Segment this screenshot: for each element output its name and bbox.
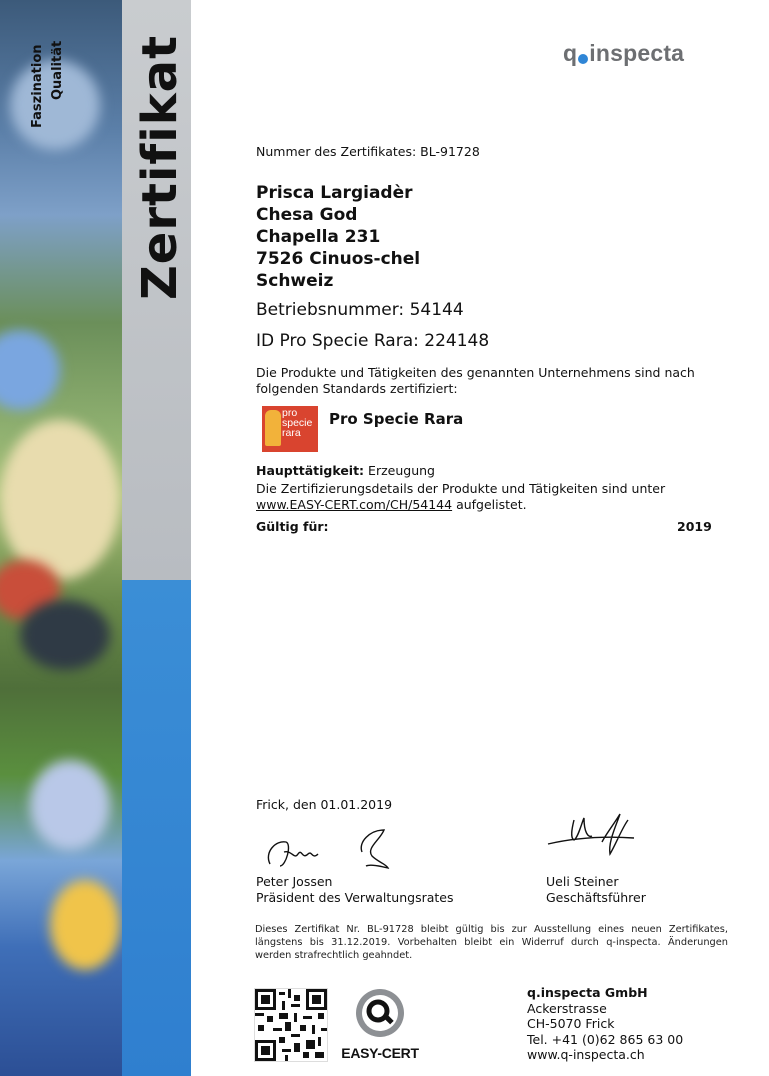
betriebsnummer: Betriebsnummer: 54144	[256, 300, 464, 320]
vertical-title: Zertifikat	[132, 34, 188, 300]
fine-print: Dieses Zertifikat Nr. BL-91728 bleibt gültig bis zur Ausstellung eines neuen Zertifikates, längstens bis 31.12.2019. Vorbehalten bleibt ein Widerruf durch q-inspecta. Änderungen werden strafrechtlich geahndet.	[255, 924, 728, 961]
address-block	[256, 182, 420, 292]
standard-name: Pro Specie Rara	[329, 410, 464, 428]
butterfly-photo	[0, 0, 122, 1076]
company-website[interactable]: www.q-inspecta.ch	[527, 1047, 645, 1062]
easy-cert-logo: EASY-CERT	[337, 987, 423, 1065]
q-inspecta-logo: q inspecta	[563, 40, 685, 66]
certificate-number: Nummer des Zertifikates: BL-91728	[256, 144, 480, 159]
address-line: Chesa God	[256, 205, 358, 225]
address-line: Prisca Largiadèr	[256, 183, 413, 203]
signer-2: Ueli Steiner Geschäftsführer	[546, 874, 646, 905]
signature-jossen	[262, 822, 392, 872]
easy-cert-link[interactable]: www.EASY-CERT.com/CH/54144	[256, 497, 453, 512]
address-line: Chapella 231	[256, 227, 381, 247]
figure-icon	[265, 410, 281, 446]
details-text: Die Zertifizierungsdetails der Produkte und Tätigkeiten sind unter www.EASY-CERT.com/CH/54144 aufgelistet.	[256, 481, 666, 512]
place-date: Frick, den 01.01.2019	[256, 797, 393, 812]
valid-label: Gültig für:	[256, 519, 329, 534]
company-info: q.inspecta GmbH Ackerstrasse CH-5070 Frick Tel. +41 (0)62 865 63 00 www.q-inspecta.ch	[527, 985, 684, 1062]
signature-steiner	[544, 808, 644, 864]
qr-code	[254, 988, 328, 1062]
address-line: Schweiz	[256, 271, 334, 291]
tagline-faszination: Faszination	[30, 44, 45, 128]
standards-intro: Die Produkte und Tätigkeiten des genannten Unternehmens sind nach folgenden Standards zertifiziert:	[256, 365, 695, 396]
pro-specie-rara-logo: pro specie rara	[262, 406, 318, 452]
signer-1: Peter Jossen Präsident des Verwaltungsrates	[256, 874, 454, 905]
valid-year: 2019	[677, 519, 712, 534]
psr-id: ID Pro Specie Rara: 224148	[256, 331, 490, 351]
main-activity: Haupttätigkeit: Erzeugung	[256, 463, 435, 478]
address-line: 7526 Cinuos-chel	[256, 249, 421, 269]
logo-dot-icon	[578, 54, 588, 64]
tagline-qualitaet: Qualität	[50, 40, 65, 100]
blue-band	[122, 580, 191, 1076]
